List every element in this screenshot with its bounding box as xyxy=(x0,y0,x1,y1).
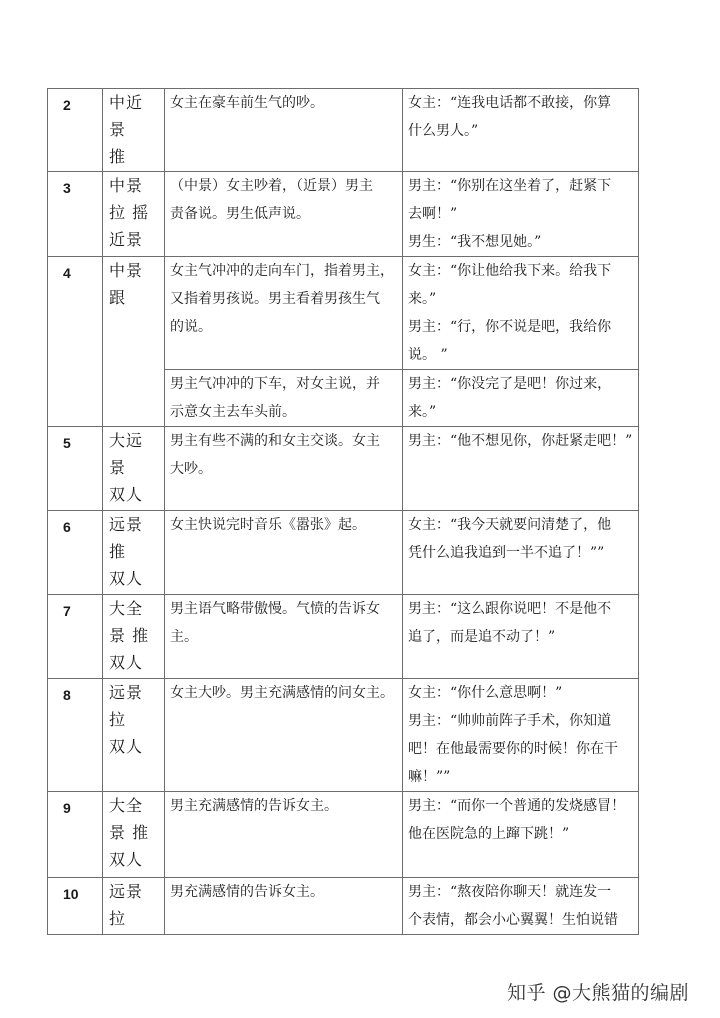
scene-description xyxy=(165,878,403,935)
shot-number: 8 xyxy=(48,679,103,792)
dialogue-line: 女主：“你让他给我下来。给我下 xyxy=(408,263,612,279)
shot-number: 3 xyxy=(48,172,103,257)
shot-type-line: 景 推 xyxy=(109,823,150,842)
dialogue-line: 男主：“帅帅前阵子手术，你知道 xyxy=(408,713,612,729)
dialogue-line: 男主：“行，你不说是吧，我给你 xyxy=(408,319,612,335)
dialogue xyxy=(403,89,639,172)
table-row xyxy=(48,257,639,370)
scene-description-line: 责备说。男生低声说。 xyxy=(170,206,310,222)
watermark: 知乎 @大熊猫的编剧 xyxy=(507,982,690,1004)
dialogue xyxy=(403,172,639,257)
shot-number: 10 xyxy=(48,878,103,935)
scene-description-line: 男主语气略带傲慢。气愤的告诉女 xyxy=(170,601,380,617)
scene-description xyxy=(165,595,403,679)
shot-type-line: 中景 xyxy=(109,176,144,195)
scene-description xyxy=(165,257,403,370)
dialogue xyxy=(403,511,639,595)
shot-type-line: 中景 xyxy=(109,261,144,280)
dialogue xyxy=(403,878,639,935)
dialogue xyxy=(403,595,639,679)
scene-description xyxy=(165,89,403,172)
dialogue-line: 女主：“你什么意思啊！” xyxy=(408,685,563,701)
dialogue-line: 女主：“连我电话都不敢接，你算 xyxy=(408,95,612,111)
dialogue-line: 男主：“你没完了是吧！你过来， xyxy=(408,376,612,392)
script-table xyxy=(47,88,639,935)
shot-type-line: 拉 xyxy=(109,710,127,729)
shot-type xyxy=(103,595,165,679)
shot-number: 9 xyxy=(48,792,103,878)
shot-type-line: 大全 xyxy=(109,796,144,815)
dialogue-line: 男主：“他不想见你，你赶紧走吧！” xyxy=(408,433,633,449)
dialogue-line: 吧！在他最需要你的时候！你在干 xyxy=(408,741,618,757)
table-row xyxy=(48,595,639,679)
shot-type-line: 远景 xyxy=(109,515,144,534)
table-row xyxy=(48,679,639,792)
scene-description xyxy=(165,679,403,792)
dialogue-line: 男主：“你别在这坐着了，赶紧下 xyxy=(408,178,612,194)
dialogue xyxy=(403,370,639,427)
shot-type-line: 景 xyxy=(109,458,127,477)
scene-description-line: 男主有些不满的和女主交谈。女主 xyxy=(170,433,380,449)
dialogue-line: 他在医院急的上蹿下跳！” xyxy=(408,826,570,842)
shot-type-line: 远景 xyxy=(109,683,144,702)
shot-type xyxy=(103,878,165,935)
shot-type-line: 双人 xyxy=(109,485,144,504)
shot-type-line: 大全 xyxy=(109,599,144,618)
dialogue-line: 来。” xyxy=(408,291,437,307)
dialogue-line: 嘛！”” xyxy=(408,769,451,785)
dialogue-line: 女主：“我今天就要问清楚了，他 xyxy=(408,517,612,533)
dialogue-line: 男主：“而你一个普通的发烧感冒！ xyxy=(408,798,626,814)
dialogue xyxy=(403,427,639,511)
scene-description-line: 又指着男孩说。男主看着男孩生气 xyxy=(170,291,380,307)
shot-type-line: 拉 xyxy=(109,909,127,928)
shot-type xyxy=(103,172,165,257)
shot-type-line: 近景 xyxy=(109,230,144,249)
scene-description-line: 女主快说完时音乐《嚣张》起。 xyxy=(170,517,366,533)
shot-type xyxy=(103,257,165,427)
table-row xyxy=(48,427,639,511)
shot-number: 4 xyxy=(48,257,103,427)
scene-description xyxy=(165,511,403,595)
table-row xyxy=(48,878,639,935)
scene-description xyxy=(165,792,403,878)
dialogue-line: 来。” xyxy=(408,404,437,420)
shot-type-line: 大远 xyxy=(109,431,144,450)
table-row xyxy=(48,792,639,878)
scene-description xyxy=(165,370,403,427)
shot-type-line: 拉 摇 xyxy=(109,203,150,222)
shot-type xyxy=(103,792,165,878)
dialogue-line: 个表情，都会小心翼翼！生怕说错 xyxy=(408,912,618,928)
scene-description-line: 女主气冲冲的走向车门，指着男主， xyxy=(170,263,394,279)
scene-description-line: 示意女主去车头前。 xyxy=(170,404,296,420)
dialogue-line: 凭什么追我追到一半不追了！”” xyxy=(408,545,605,561)
shot-type-line: 远景 xyxy=(109,882,144,901)
dialogue xyxy=(403,792,639,878)
shot-type-line: 双人 xyxy=(109,569,144,588)
table-row xyxy=(48,89,639,172)
shot-type-line: 双人 xyxy=(109,653,144,672)
dialogue xyxy=(403,679,639,792)
dialogue-line: 什么男人。” xyxy=(408,123,479,139)
scene-description-line: （中景）女主吵着，（近景）男主 xyxy=(170,178,373,194)
dialogue-line: 男主：“这么跟你说吧！不是他不 xyxy=(408,601,612,617)
dialogue xyxy=(403,257,639,370)
shot-type-line: 推 xyxy=(109,147,127,166)
shot-number: 6 xyxy=(48,511,103,595)
scene-description-line: 男主气冲冲的下车，对女主说，并 xyxy=(170,376,380,392)
shot-number: 2 xyxy=(48,89,103,172)
shot-type xyxy=(103,679,165,792)
shot-type-line: 景 xyxy=(109,120,127,139)
scene-description-line: 女主在豪车前生气的吵。 xyxy=(170,95,324,111)
shot-type xyxy=(103,427,165,511)
dialogue-line: 说。 ” xyxy=(408,347,448,363)
shot-type xyxy=(103,89,165,172)
table-row xyxy=(48,511,639,595)
scene-description-line: 男充满感情的告诉女主。 xyxy=(170,884,324,900)
shot-number: 7 xyxy=(48,595,103,679)
shot-type-line: 景 推 xyxy=(109,626,150,645)
shot-type-line: 双人 xyxy=(109,850,144,869)
scene-description-line: 主。 xyxy=(170,629,198,645)
dialogue-line: 去啊！” xyxy=(408,206,458,222)
scene-description-line: 的说。 xyxy=(170,319,212,335)
dialogue-line: 男生：“我不想见她。” xyxy=(408,234,542,250)
scene-description xyxy=(165,172,403,257)
shot-type xyxy=(103,511,165,595)
table-row xyxy=(48,172,639,257)
scene-description-line: 男主充满感情的告诉女主。 xyxy=(170,798,338,814)
dialogue-line: 男主：“熬夜陪你聊天！就连发一 xyxy=(408,884,612,900)
scene-description xyxy=(165,427,403,511)
scene-description-line: 女主大吵。男主充满感情的问女主。 xyxy=(170,685,394,701)
shot-type-line: 跟 xyxy=(109,288,127,307)
dialogue-line: 追了，而是追不动了！” xyxy=(408,629,556,645)
shot-number: 5 xyxy=(48,427,103,511)
shot-type-line: 双人 xyxy=(109,737,144,756)
shot-type-line: 中近 xyxy=(109,93,144,112)
scene-description-line: 大吵。 xyxy=(170,461,212,477)
shot-type-line: 推 xyxy=(109,542,127,561)
